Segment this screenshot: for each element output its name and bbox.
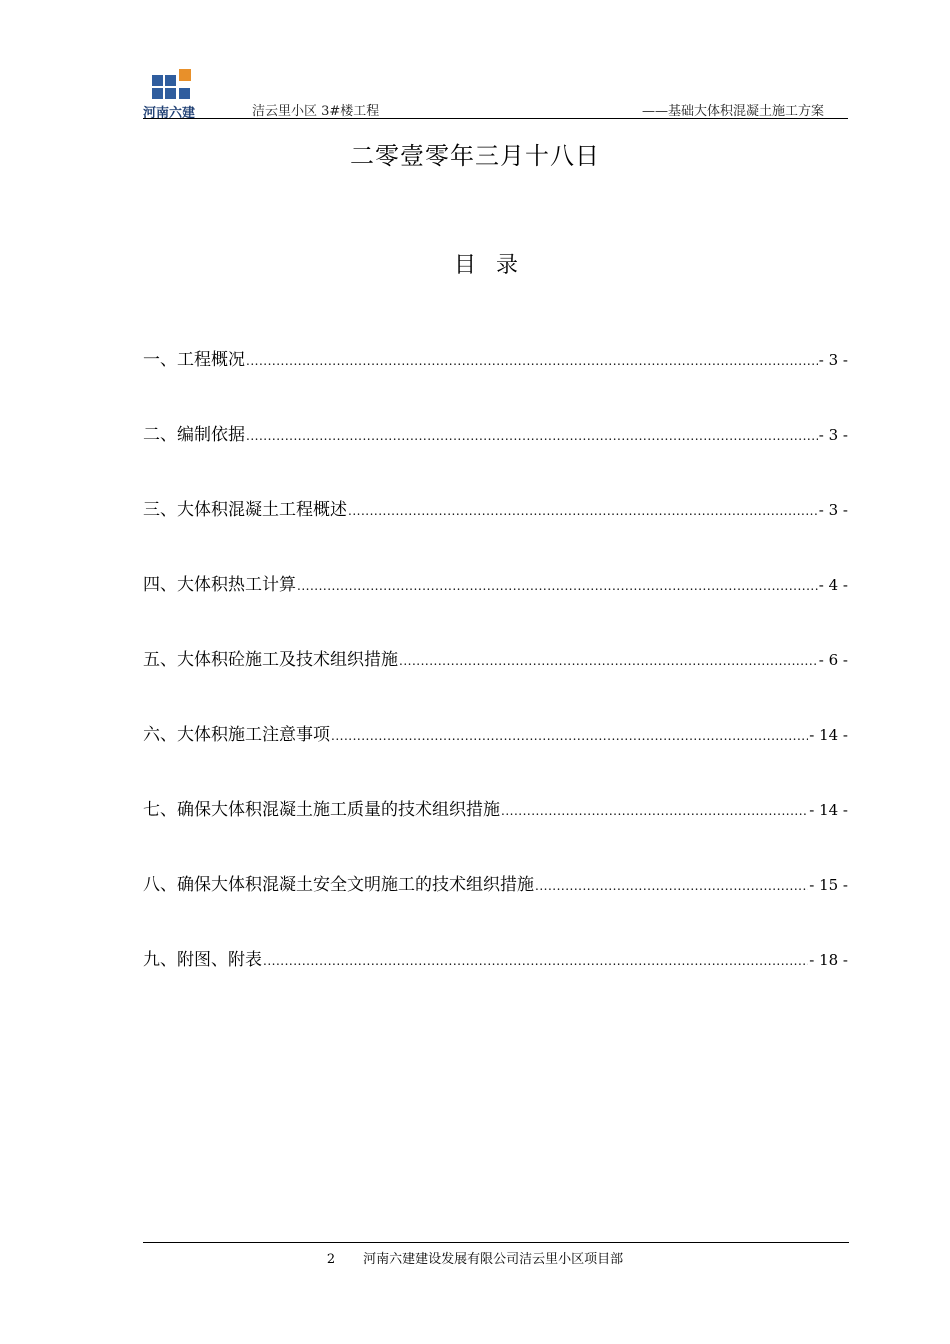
- toc-entry-page: - 3 -: [818, 501, 848, 519]
- toc-entry-page: - 6 -: [818, 651, 848, 669]
- toc-leader-dots: [535, 879, 808, 893]
- toc-leader-dots: [263, 954, 808, 968]
- footer-page-number: 2: [326, 1252, 336, 1267]
- toc-entry-page: - 14 -: [809, 726, 848, 744]
- table-of-contents: [143, 345, 848, 1020]
- logo-squares-icon: [152, 69, 192, 97]
- toc-entry[interactable]: [143, 420, 848, 495]
- toc-entry-page: - 3 -: [818, 351, 848, 369]
- toc-entry-label: 六、大体积施工注意事项: [143, 725, 330, 745]
- toc-entry-label: 二、编制依据: [143, 425, 245, 445]
- toc-entry[interactable]: [143, 345, 848, 420]
- header-divider: [143, 118, 848, 119]
- toc-leader-dots: [246, 429, 818, 443]
- document-date: 二零壹零年三月十八日: [350, 142, 600, 170]
- toc-entry[interactable]: [143, 645, 848, 720]
- toc-title: 目录: [453, 253, 538, 278]
- toc-entry-label: 八、确保大体积混凝土安全文明施工的技术组织措施: [143, 875, 534, 895]
- footer-divider: [143, 1242, 849, 1243]
- toc-entry[interactable]: [143, 870, 848, 945]
- toc-leader-dots: [501, 804, 808, 818]
- toc-entry[interactable]: [143, 945, 848, 1020]
- toc-entry-label: 九、附图、附表: [143, 950, 262, 970]
- toc-entry-label: 一、工程概况: [143, 350, 245, 370]
- toc-entry-page: - 3 -: [818, 426, 848, 444]
- toc-entry-page: - 14 -: [809, 801, 848, 819]
- toc-entry-page: - 15 -: [809, 876, 848, 894]
- toc-leader-dots: [399, 654, 818, 668]
- toc-entry-label: 四、大体积热工计算: [143, 575, 296, 595]
- toc-entry-page: - 18 -: [809, 951, 848, 969]
- page-header: [143, 66, 848, 120]
- toc-leader-dots: [297, 579, 818, 593]
- toc-entry[interactable]: [143, 795, 848, 870]
- toc-entry-label: 五、大体积砼施工及技术组织措施: [143, 650, 398, 670]
- page-footer: [0, 1248, 950, 1267]
- company-logo: [143, 69, 203, 121]
- header-document-title: ——基础大体积混凝土施工方案: [641, 104, 824, 119]
- toc-entry-label: 七、确保大体积混凝土施工质量的技术组织措施: [143, 800, 500, 820]
- footer-organization: 河南六建建设发展有限公司洁云里小区项目部: [363, 1252, 624, 1267]
- header-project-name: 洁云里小区 3#楼工程: [252, 104, 380, 119]
- toc-entry-page: - 4 -: [818, 576, 848, 594]
- toc-entry[interactable]: [143, 720, 848, 795]
- logo-text: 河南六建: [143, 106, 196, 121]
- toc-leader-dots: [331, 729, 808, 743]
- toc-entry[interactable]: [143, 495, 848, 570]
- toc-leader-dots: [246, 354, 818, 368]
- toc-leader-dots: [348, 504, 818, 518]
- toc-entry-label: 三、大体积混凝土工程概述: [143, 500, 347, 520]
- toc-entry[interactable]: [143, 570, 848, 645]
